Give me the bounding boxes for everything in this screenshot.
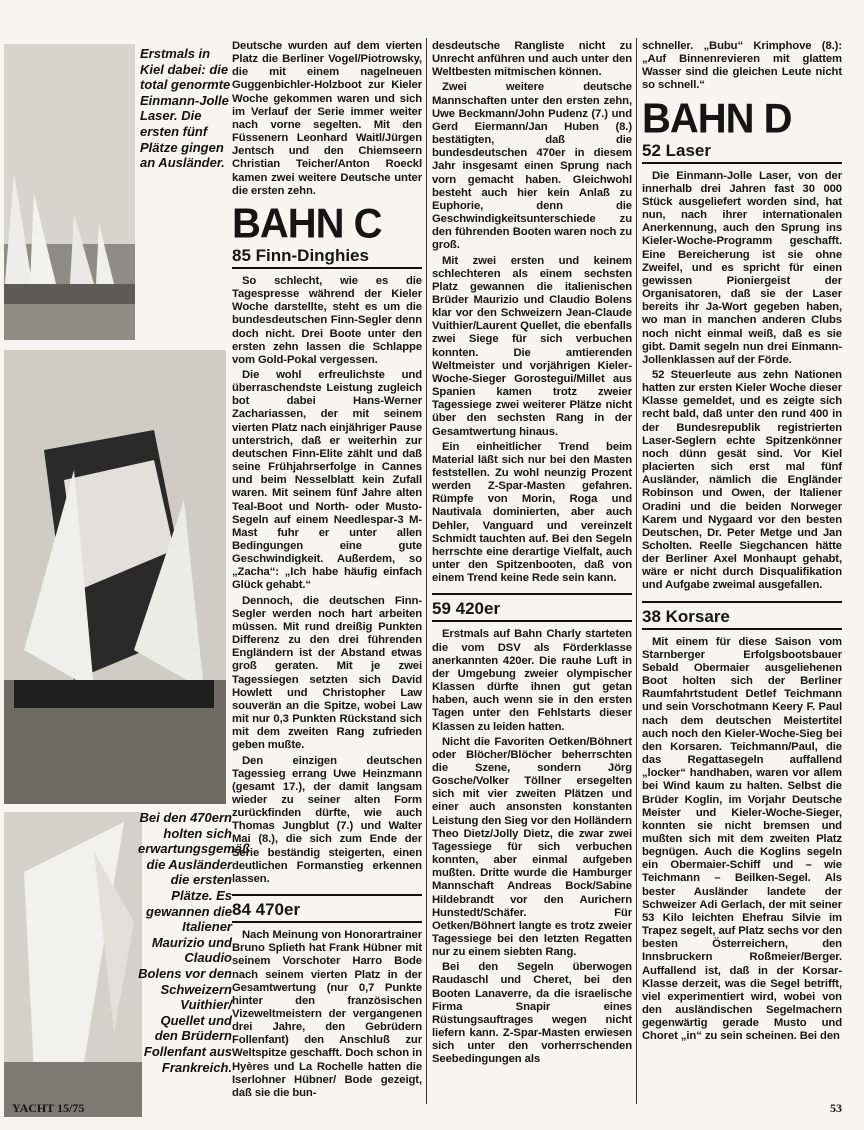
column-rule-2	[636, 38, 637, 1104]
col2-paragraph: Nicht die Favoriten Oetken/Böhnert oder Blöcher/Blöcher beherrschten die Szene, sondern Jörg Gosche/Volker Töllner ersegelten sich mit vier zweiten Plätzen und einer auch ansonsten konstanten Leistung den Sieg vor den Holländern Theo Dietz/Jolly Dietz, die zwar zwei Tagessiege für sich verbuchen konnten, aber einmal aufgeben mußten. Dritte wurde die Hamburger Mannschaft Andreas Bock/Sabine Hildebrandt vor den Aurichern Hunstedt/Schäfer. Für Oetken/Böhnert langte es trotz zweier Tagessiege bei den letzten Regatten nur zu einem siebten Rang.	[432, 735, 632, 959]
col1-paragraph: So schlecht, wie es die Tagespresse während der Kieler Woche darstellte, steht es um die bundesdeutschen Finn-Segler denn doch nicht. Drei Boote unter den ersten zehn lassen die Schlappe vom Gold-Pokal vergessen.	[232, 274, 422, 366]
finn-dinghies-heading: 85 Finn-Dinghies	[232, 246, 422, 269]
col2-paragraph: Erstmals auf Bahn Charly starteten die vom DSV als Förderklasse anerkannten 420er. Die rauhe Luft in der Umgebung zweier olympischer Klassen dürfte ihnen gut getan haben, auch wenn sie in den ersten Tagen unter den Fehlstarts dieser Klassen zu leiden hatten.	[432, 628, 632, 733]
col2-paragraph: Mit zwei ersten und keinem schlechteren als einem sechsten Platz gewannen die italienischen Brüder Maurizio und Claudio Bolens klar vor den Schweizern Jean-Claude Vuithier/Laurent Quellet, die ebenfalls zwei Siege für sich verbuchen konnten. Die amtierenden Weltmeister und vorjährigen Kieler-Woche-Sieger Gorostegui/Millet aus Spanien kamen trotz zweier Tagessiege zwei weiterer Plätze nicht über den sechsten Rang in der Gesamtwertung hinaus.	[432, 254, 632, 438]
col3-paragraph: 52 Steuerleute aus zehn Nationen hatten zur ersten Kieler Woche dieser Klasse gemeldet, und es zeigte sich recht bald, daß unter den rund 400 in der Bundesrepublik registrierten Laser-Seglern echte Spitzenkönner noch dünn gesät sind. Vor Kiel placierten sich erst mal fünf Ausländer, nämlich die Engländer Robinson und Owen, der Italiener Oradini und die beiden Norweger Karem und Nygaard vor den besten Deutschen, Dr. Peter Metge und Jan Scholten. Reelle Siegchancen hätte der Berliner Axel Monhaupt gehabt, wäre er nicht durch Disqualifikation und Aufgabe zweimal ausgefallen.	[642, 368, 842, 592]
caption-bottom: Bei den 470ern holten sich erwartungsgemäß die Ausländer die ersten Plätze. Es gewannen die Italiener Maurizio und Claudio Bolens vor den Schweizern Vuithier/ Quellet und den Brüdern Follenfant aus Frankreich.	[138, 810, 250, 1075]
col3-paragraph: Mit einem für diese Saison vom Starnberger Erfolgsbootsbauer Sebald Obermaier ausgeliehenen Boot holten sich der Berliner Raumfahrtstudent Detlef Teichmann und sein Vorschotmann Keery F. Paul nach dem deutschen Meistertitel auch noch den Kieler-Woche-Sieg bei den Korsaren. Teichmann/Paul, die das Regattasegeln auffallend „locker“ handhaben, waren vor allem bei Wind kaum zu halten. Selbst die Brüder Koglin, im Vorjahr Deutsche Meister und Kieler-Woche-Sieger, konnten sie nicht bremsen und mußten sich mit dem zweiten Platz begnügen. Auch die Koglins segeln ein Obermaier-Schiff und – wie Teichmann – Beilken-Segel. Als bester Ausländer landete der Schweizer Adi Gerlach, der mit seiner 53 Kilo leichten Ehefrau Silvie im Trapez segelt, auf Platz sechs vor den besten Österreichern, den Innsbruckern Roßmeier/Berger. Auffallend ist, daß in der Korsar-Klasse derzeit, was die Segel betrifft, viel experimentiert wird, wobei von den ausländischen Segelmachern gegenwärtig gerade Musto und Choret „in“ zu sein scheinen. Bei den	[642, 635, 842, 1043]
laser-heading: 52 Laser	[642, 141, 842, 164]
col2-paragraph: Bei den Segeln überwogen Raudaschl und Cheret, bei den Booten Lanaverre, da die israelische Firma Snapir eines Rüstungsauftrages wegen nicht liefern kann. Z-Spar-Masten erwiesen sich unter den vorherrschenden Seebedingungen als	[432, 961, 632, 1066]
bahn-d-title: BAHN D	[642, 95, 792, 142]
bahn-c-title: BAHN C	[232, 200, 382, 247]
caption-top: Erstmals in Kiel dabei: die total genormte Einmann-Jolle Laser. Die ersten fünf Plätze gingen an Ausländer.	[140, 46, 231, 171]
col2-paragraph: Zwei weitere deutsche Mannschaften unter den ersten zehn, Uwe Beckmann/John Pudenz (7.) und Gerd Eiermann/Jan Huben (8.) bestätigten, daß die bundesdeutschen 470er in diesem Jahr insgesamt einen Sprung nach vorn gemacht haben. Gleichwohl besteht auch hier kein Anlaß zu Euphorie, denn die Geschwindigkeitsunterschiede zu den führenden Booten waren noch zu groß.	[432, 81, 632, 252]
col2-paragraph: desdeutsche Rangliste nicht zu Unrecht anführen und auch unter den Weltbesten mitmischen können.	[432, 40, 632, 79]
photo-finn-spinnaker	[4, 350, 226, 804]
470er-heading: 84 470er	[232, 894, 422, 923]
column-rule-1	[426, 38, 427, 1104]
col1-paragraph: Dennoch, die deutschen Finn-Segler werden noch hart arbeiten müssen. Mit rund dreißig Punkten Differenz zu den drei führenden Engländern ist der Abstand etwas groß geraten. Mit je zwei Tagessiegen setzten sich David Howlett und Christopher Law souverän an die Spitze, wobei Law mit nur 0,3 Punkten Rückstand sich mit dem zweiten Rang zufrieden geben mußte.	[232, 594, 422, 752]
korsare-heading: 38 Korsare	[642, 601, 842, 630]
col1-paragraph: Nach Meinung von Honorartrainer Bruno Splieth hat Frank Hübner mit seinem Vorschoter Harro Bode nach seinem vierten Platz in der Gesamtwertung (nur 0,7 Punkte hinter den französischen Vizeweltmeistern der vergangenen drei Jahre, den Gebrüdern Follenfant) den Anschluß zur Weltspitze geschafft. Doch schon in Hyères und La Rochelle hatten die Iserlohner Hübner/ Bode gezeigt, daß sie die bun-	[232, 929, 422, 1099]
column-3	[642, 40, 842, 1100]
col2-paragraph: Ein einheitlicher Trend beim Material läßt sich nur bei den Masten feststellen. Zu wohl neunzig Prozent werden Z-Spar-Masten gefahren. Rümpfe von Morin, Roga und Nautivala dominierten, aber auch Dehler, Vanguard und vereinzelt Schmidt tauchten auf. Bei den Segeln herrschte eine derartige Vielfalt, auch unter den Spitzenbooten, daß von einem Trend keine Rede sein kann.	[432, 440, 632, 585]
column-1	[232, 40, 422, 1100]
col1-intro: Deutsche wurden auf dem vierten Platz die Berliner Vogel/Piotrowsky, die mit einem nagelneuen Guggenbichler-Holzboot zur Kieler Woche gekommen waren und sich im Verlauf der Serie immer weiter nach vorne segelten. Mit den Füssenern Leonhard Waitl/Jürgen Jentsch und den Chiemseern Christian Teicher/Anton Roeckl kamen zwei weitere Deutsche unter die ersten zehn.	[232, 40, 422, 197]
col3-paragraph: Die Einmann-Jolle Laser, von der innerhalb drei Jahren fast 30 000 Stück ausgeliefert worden sind, hat nun, nach ihrer internationalen Anerkennung, auch den Sprung ins Kieler-Woche-Programm geschafft. Eine Bereicherung ist sie ohne Zweifel, und es spricht für einen gewissen Pioniergeist der Organisatoren, daß sie der Laser bereits ihr Ja-Wort gegeben haben, wo man in manchen anderen Clubs noch nicht einmal weiß, daß es sie gibt. Damit segeln nun drei Einmann-Jollenklassen auf der Förde.	[642, 169, 842, 366]
page-number: 53	[830, 1101, 842, 1115]
photo-470er	[4, 812, 142, 1117]
420er-heading: 59 420er	[432, 593, 632, 622]
col1-paragraph: Den einzigen deutschen Tagessieg errang Uwe Heinzmann (gesamt 17.), der damit langsam wieder zu seiner alten Form zurückfinden dürfte, wie auch Thomas Jungblut (7.) und Walter Mai (8.), die sich zum Ende der Serie beständig steigerten, einen deutlichen Formanstieg erkennen lassen.	[232, 754, 422, 885]
col1-paragraph: Die wohl erfreulichste und überraschendste Leistung zugleich bot dabei Hans-Werner Zachariassen, der mit seinem vierten Platz nach einjähriger Pause unterstrich, daß er weiterhin zur deutschen Finn-Elite zählt und daß seine Frühjahrserfolge in Cannes und beim Nesselblatt kein Zufall waren. Mit seinem fünf Jahre alten Teal-Boot und North- oder Musto-Segeln auf einem Needlespar-3 M-Mast fuhr er unter allen Bedingungen eine gute Geschwindigkeit. Außerdem, so „Zacha“: „Ich habe häufig einfach Glück gehabt.“	[232, 368, 422, 592]
footer-issue: YACHT 15/75	[12, 1101, 85, 1115]
col3-intro: schneller. „Bubu“ Krimphove (8.): „Auf Binnenrevieren mit glattem Wasser sind die gleichen Leute nicht so schnell.“	[642, 40, 842, 92]
photo-laser-fleet	[4, 44, 135, 340]
column-2	[432, 40, 632, 1100]
